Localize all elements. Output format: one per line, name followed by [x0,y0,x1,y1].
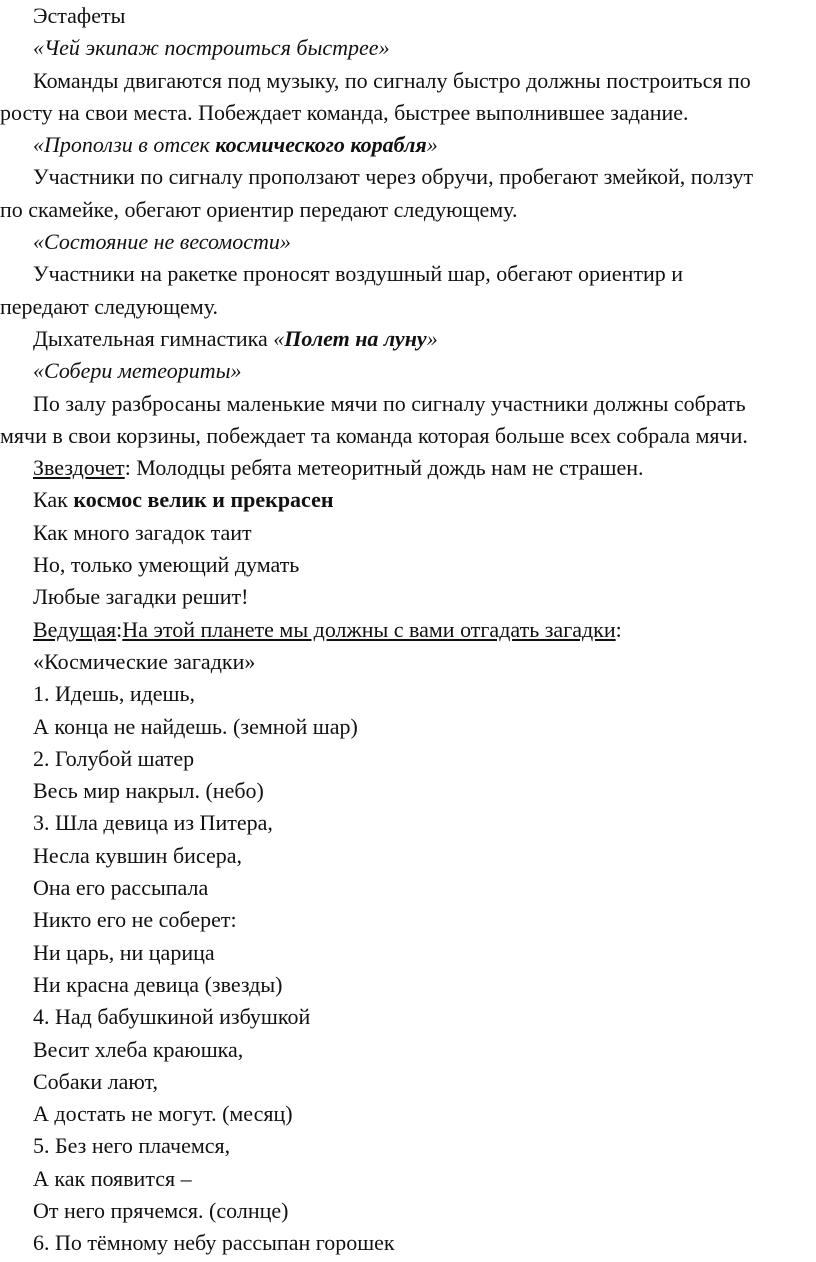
text-run: 5. Без него плачемся, [33,1133,231,1159]
text-line [0,581,816,613]
text-run: росту на свои места. Побеждает команда, быстрее выполнившее задание. [0,99,689,125]
text-line [0,1195,816,1227]
text-run: Она его рассыпала [33,875,209,901]
text-run: 3. Шла девица из Питера, [33,810,273,836]
text-line [0,32,816,64]
text-run: Весит хлеба краюшка, [33,1036,244,1062]
text-line [0,420,816,452]
text-line [0,258,816,290]
text-line [0,872,816,904]
text-line [0,678,816,710]
text-run: : [615,616,622,642]
text-run: « [273,325,285,351]
text-line [0,1130,816,1162]
text-run: : Молодцы ребята метеоритный дождь нам не страшен. [124,455,644,481]
text-run: Участники по сигналу проползают через обручи, пробегают змейкой, ползут [33,164,754,190]
text-run: Дыхательная гимнастика [33,325,274,351]
text-run: 6. По тёмному небу рассыпан горошек [33,1230,395,1256]
text-run: : [116,616,123,642]
text-line [0,129,816,161]
text-run: Собаки лают, [33,1068,158,1094]
text-run: космос велик и прекрасен [73,487,334,513]
text-line [0,1227,816,1259]
text-line [0,0,816,32]
text-line [0,807,816,839]
text-run: Ни царь, ни царица [33,939,215,965]
text-run: «Проползи в отсек [33,132,216,158]
text-line [0,904,816,936]
text-run: «Состояние не весомости» [33,229,291,255]
text-line [0,646,816,678]
text-run: «Космические загадки» [33,648,256,674]
text-line [0,1001,816,1033]
text-run: А как появится – [33,1165,192,1191]
text-line [0,549,816,581]
text-run: Команды двигаются под музыку, по сигналу быстро должны построиться по [33,67,751,93]
text-run: Эстафеты [33,3,126,28]
text-run: А конца не найдешь. (земной шар) [33,713,358,739]
text-run: По залу разбросаны маленькие мячи по сигналу участники должны собрать [33,390,746,416]
text-line [0,937,816,969]
text-run: Но, только умеющий думать [33,552,300,578]
text-line [0,355,816,387]
text-run: передают следующему. [0,293,219,319]
text-run: Ни красна девица (звезды) [33,971,283,997]
text-line [0,1098,816,1130]
text-run: Любые загадки решит! [33,584,249,610]
text-line [0,65,816,97]
text-run: От него прячемся. (солнце) [33,1197,289,1223]
text-run: космического корабля [215,132,427,158]
text-line [0,517,816,549]
text-line [0,484,816,516]
text-run: 4. Над бабушкиной избушкой [33,1004,311,1030]
text-line [0,743,816,775]
text-line [0,969,816,1001]
text-run: 2. Голубой шатер [33,745,195,771]
text-run: Полет на луну [284,325,427,351]
text-run: Звездочет [33,455,125,481]
text-run: Участники на ракетке проносят воздушный шар, обегают ориентир и [33,261,683,287]
text-run: 1. Идешь, идешь, [33,681,196,707]
text-run: На этой планете мы должны с вами отгадать загадки [122,616,616,642]
text-run: » [426,132,438,158]
text-run: по скамейке, обегают ориентир передают следующему. [0,196,518,222]
text-line [0,194,816,226]
text-run: мячи в свои корзины, побеждает та команда которая больше всех собрала мячи. [0,422,748,448]
text-line [0,1066,816,1098]
text-run: Весь мир накрыл. (небо) [33,778,264,804]
text-line [0,840,816,872]
text-run: «Собери метеориты» [33,358,242,384]
text-run: «Чей экипаж построиться быстрее» [33,35,390,61]
text-run: » [426,325,438,351]
text-line [0,226,816,258]
text-run: Никто его не соберет: [33,907,237,933]
text-line [0,97,816,129]
text-run: Несла кувшин бисера, [33,842,242,868]
text-run: А достать не могут. (месяц) [33,1101,293,1127]
text-line [0,775,816,807]
text-line [0,452,816,484]
text-line [0,161,816,193]
text-line [0,323,816,355]
text-run: Как много загадок таит [33,519,252,545]
text-line [0,614,816,646]
text-run: Как [33,487,74,513]
text-line [0,291,816,323]
text-run: Ведущая [33,616,117,642]
text-line [0,388,816,420]
text-line [0,1163,816,1195]
text-line [0,1034,816,1066]
text-line [0,711,816,743]
